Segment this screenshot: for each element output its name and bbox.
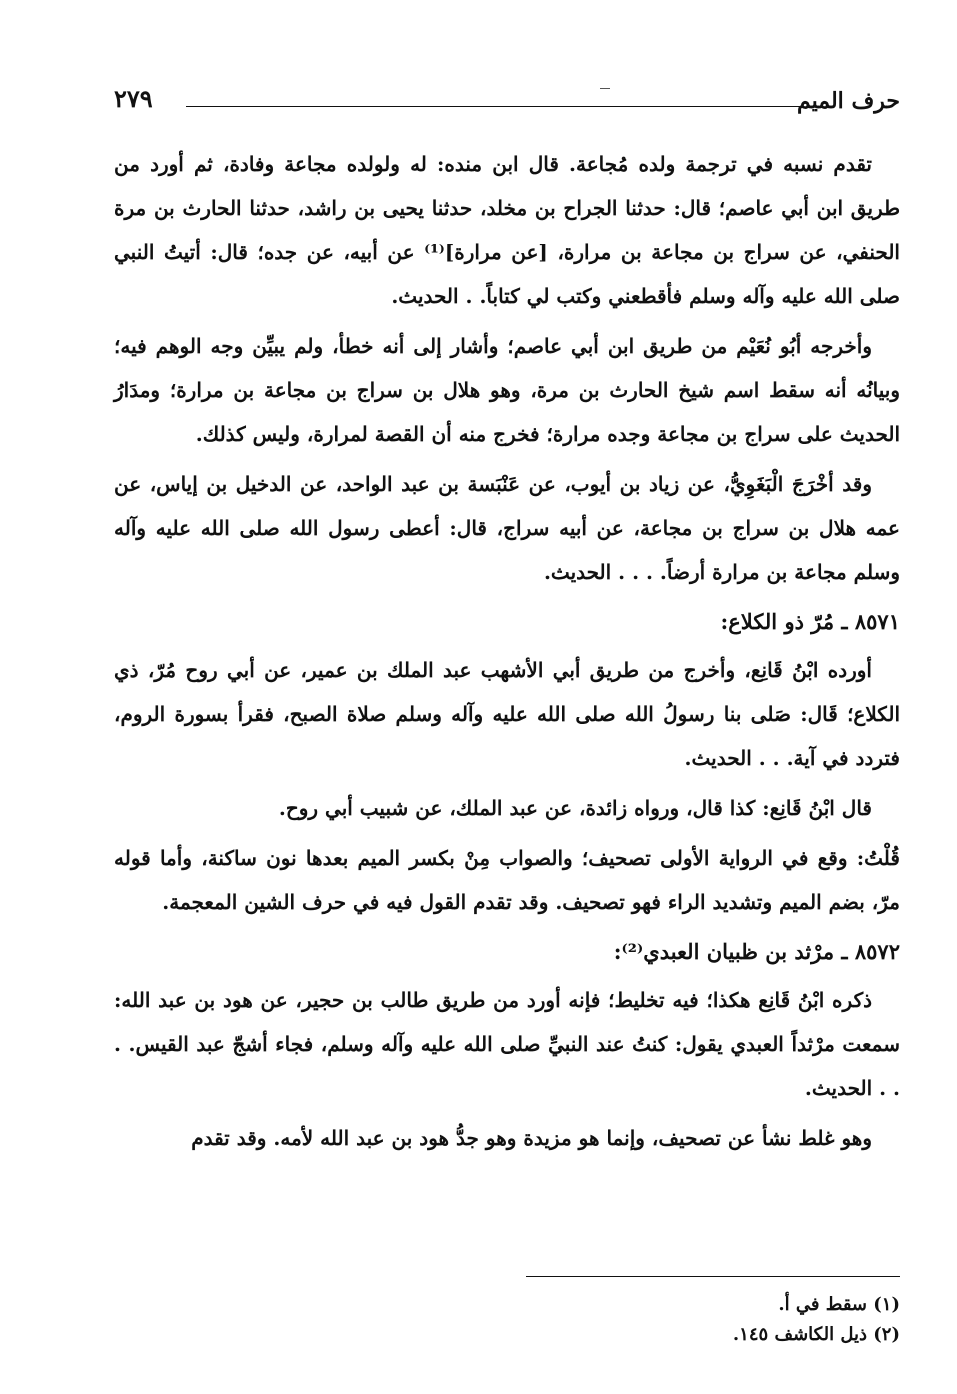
page-number: ٢٧٩ (114, 84, 153, 113)
paragraph: وقد أخْرَجَ الْبَغَوِيُّ، عن زياد بن أيوب، عن عَنْبَسة بن عبد الواحد، عن الدخيل بن إياس، عن عمه هلال بن سراج بن مجاعة، عن أبيه سراج، قال: أعطى رسول الله صلى الله عليه وآله وسلم مجاعة بن مرارة أرضاً. . . . الحديث. (114, 472, 900, 584)
paragraph: وهو غلط نشأ عن تصحيف، وإنما هو مزيدة وهو جدُّ هود بن عبد الله لأمه. وقد تقدم (191, 1126, 872, 1150)
footnotes (300, 1290, 900, 1350)
paragraph: وأخرجه أبُو نُعَيْم من طريق ابن أبي عاصم؛ وأشار إلى أنه خطأ، ولم يبيِّن وجه الوهم فيه؛ وبيانُه أنه سقط اسم شيخ الحارث بن مرة، وهو هلال بن سراج بن مجاعة بن مرارة؛ ومدَارُ الحديث على سراج بن مجاعة وجده مرارة؛ فخرج منه أن القصة لمرارة، وليس كذلك. (114, 334, 900, 446)
paragraph: تقدم نسبه في ترجمة ولده مُجاعة. قال ابن منده: له ولولده مجاعة وفادة، ثم أورد من طريق ابن أبي عاصم؛ قال: حدثنا الجراح بن مخلد، حدثنا يحيى بن راشد، حدثنا الحارث بن مرة الحنفي، عن سراج بن مجاعة بن مرارة، [عن مرارة]⁽¹⁾ عن أبيه، عن جده؛ قال: أتيتُ النبي صلى الله عليه وآله وسلم فأقطعني وكتب لي كتاباً. . الحديث. (114, 152, 900, 308)
paragraph: ذكره ابْنُ قَانِع هكذا؛ فيه تخليط؛ فإنه أورد من طريق طالب بن حجير، عن هود بن عبد الله: سمعت مرْثداً العبدي يقول: كنتُ عند النبيِّ صلى الله عليه وآله وسلم، فجاء أشجّ عبد القيس. . . . الحديث. (114, 988, 900, 1100)
paragraph: قال ابْنُ قَانِع: كذا قال، ورواه زائدة، عن عبد الملك، عن شبيب أبي روح. (278, 796, 872, 820)
top-mark (600, 88, 610, 89)
entry-title-8571: ٨٥٧١ ـ مُرّ ذو الكلاع: (720, 609, 900, 634)
footnote: (١) سقط في أ. (778, 1294, 900, 1315)
header-rule (186, 106, 800, 107)
entry-title-8572: ٨٥٧٢ ـ مرْثد بن ظبيان العبدي⁽²⁾: (613, 939, 900, 964)
footnote-rule (526, 1276, 900, 1277)
paragraph: أورده ابْنُ قَانِع، وأخرج من طريق أبي الأشهب عبد الملك بن عمير، عن أبي روح مُرّ، ذي الكلاع؛ قَال: صَلى بنا رسولُ الله صلى الله عليه وآله وسلم صلاة الصبح، فقرأ بسورة الروم، فتردد في آية. . . الحديث. (114, 658, 900, 770)
page-header (114, 82, 900, 122)
footnote: (٢) ذيل الكاشف ١٤٥. (732, 1324, 900, 1345)
paragraph: قُلْتُ: وقع في الرواية الأولى تصحيف؛ والصواب مِنْ بكسر الميم بعدها نون ساكنة، وأما قوله مرّ، بضم الميم وتشديد الراء فهو تصحيف. وقد تقدم القول فيه في حرف الشين المعجمة. (114, 846, 900, 914)
section-title: حرف الميم (796, 88, 900, 114)
main-text (114, 142, 900, 1166)
